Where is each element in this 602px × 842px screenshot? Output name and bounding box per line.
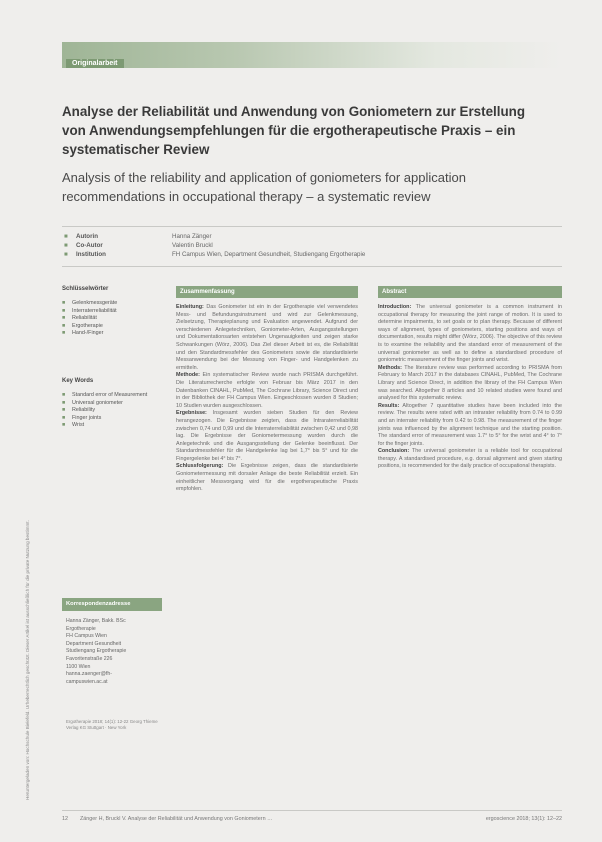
title-english: Analysis of the reliability and application of goniometers for application recommendations in occupational therapy – a systematic review xyxy=(62,170,466,204)
zusammenfassung-body xyxy=(176,304,358,754)
correspondence-address: Hanna Zänger, Bakk. BSc Ergotherapie FH Campus Wien Department Gesundheit Studiengang Ergotherapie Favoritenstraße 226 1100 Wien hanna.zaenger@fh- campuswien.ac.at xyxy=(66,618,127,685)
paragraph: Results: Altogether 7 quantitative studies have been included into the review. The results were rated with an intrarater reliability from 0.74 to 0.99 and an interrater reliability from 0.42 to 0.98. The measurement of the finger joints was influenced by the alignment technique and the starting position. The standard error of measurement was 1.7° to 5° for the wrist and 4° to 7° for the finger joints. xyxy=(378,402,562,447)
running-citation: Zänger H, Bruckl V. Analyse der Reliabilität und Anwendung von Goniometern … xyxy=(80,816,273,822)
correspondence-header: Korrespondenzadresse xyxy=(62,598,162,611)
keyword-item: ■ Ergotherapie xyxy=(62,322,103,329)
abstract-header: Abstract xyxy=(378,286,562,298)
publication-note: Ergotherapie 2018; 14(1): 12-22 Georg Thieme Verlag KG Stuttgart · New York xyxy=(66,719,158,730)
bullet-icon: ■ xyxy=(62,300,66,306)
bullet-icon: ■ xyxy=(64,242,68,249)
keyword-item: ■ Reliability xyxy=(62,407,96,414)
bullet-icon: ■ xyxy=(62,315,66,322)
title-german: Analyse der Reliabilität und Anwendung von Goniometern zur Erstellung von Anwendungsempfehlungen für die ergotherapeutische Praxis – ein systematischer Review xyxy=(62,104,526,157)
bullet-icon: ■ xyxy=(64,233,68,240)
author-key: Co-Autor xyxy=(76,242,103,249)
keyword-item: ■ Standard error of Measurement xyxy=(62,391,148,398)
keywords-de-title: Schlüsselwörter xyxy=(62,286,109,292)
author-value: Hanna Zänger xyxy=(172,233,212,240)
paragraph: Conclusion: The universal goniometer is a reliable tool for occupational therapy. A standardised procedure, e.g. dorsal alignment and given starting positions, is recommended for the daily practice of occupational therapists. xyxy=(378,448,562,470)
author-block xyxy=(64,233,365,260)
keyword-item: ■ Wrist xyxy=(62,422,85,429)
header-band xyxy=(62,42,562,68)
author-value: Valentin Bruckl xyxy=(172,242,213,249)
paragraph: Introduction: The universal goniometer is a common instrument in occupational therapy for measuring the joint range of motion. It is used to determine impairments, to set goals or to plan therapy. Because of different ways of alignment, types of goniometers, starting positions and ways of documentation, results might differ (Wörz, 2006). The objective of this review is to examine the reliability and the standard error of measurement of the universal goniometer as well as to define a standardised procedure of goniometric measurement of the finger joints and wrist. xyxy=(378,304,562,364)
bullet-icon: ■ xyxy=(62,414,66,421)
keyword-item: ■ Hand-/Finger xyxy=(62,330,104,337)
bullet-icon: ■ xyxy=(62,322,66,329)
author-row xyxy=(64,251,365,260)
keywords-en-title: Key Words xyxy=(62,377,94,384)
journal-reference: ergoscience 2018; 13(1): 12–22 xyxy=(485,816,562,822)
abstract-body xyxy=(378,304,562,754)
zusammenfassung-header: Zusammenfassung xyxy=(176,286,358,298)
bullet-icon: ■ xyxy=(62,399,66,406)
divider xyxy=(62,266,562,267)
keyword-item: ■ Finger joints xyxy=(62,414,102,421)
keywords-column xyxy=(62,286,162,430)
bullet-icon: ■ xyxy=(62,407,66,414)
keyword-item: ■ Reliabilität xyxy=(62,315,97,322)
keyword-item: ■ Universal goniometer xyxy=(62,399,123,406)
keyword-item: ■ Interraterreliabilität xyxy=(62,307,117,314)
footer-divider xyxy=(62,810,562,811)
author-key: Autorin xyxy=(76,233,98,240)
author-row xyxy=(64,242,365,251)
author-key: Institution xyxy=(76,251,106,258)
page-number: 12 xyxy=(62,816,68,822)
bullet-icon: ■ xyxy=(62,330,66,337)
paragraph: Methode: Ein systematischer Review wurde nach PRISMA durchgeführt. Die Literaturrecherche erfolgte von Februar bis März 2017 in den Datenbanken CINAHL, PubMed, The Cochrane Library, Science Direct und in der Bibliothek der FH Campus Wien. Eingeschlossen wurden 8 Studien; 10 Studien wurden ausgeschlossen. xyxy=(176,372,358,409)
paragraph: Einleitung: Das Goniometer ist ein in der Ergotherapie viel verwendetes Mess- und Befundungsinstrument und wird zur Gelenkmessung, Zielsetzung, Therapieplanung und Evaluation angewendet. Aufgrund der verschiedenen Anlegetechniken, Goniometer-Arten, Ausgangsstellungen und Dokumentationsarten entstehen Ungenauigkeiten und zeigen starke Schwankungen (Wörz, 2006). Das Ziel dieser Arbeit ist es, die Reliabilität und den Standardmessfehler des Goniometers sowie die standardisierte Messanwendung bei der Messung von Finger- und Handgelenken zu ermitteln. xyxy=(176,304,358,371)
divider xyxy=(62,226,562,227)
keyword-item: ■ Gelenkmessgeräte xyxy=(62,300,118,306)
section-tag: Originalarbeit xyxy=(66,59,124,68)
bullet-icon: ■ xyxy=(62,422,66,429)
paragraph: Ergebnisse: Insgesamt wurden sieben Studien für den Review herangezogen. Die Ergebnisse zeigten, dass die Intraraterreliabilität zwischen 0,74 und 0,99 und die Interraterreliabilität zwischen 0,42 und 0,98 lag. Die Ergebnisse der Goniometermessung wurden durch die Anlegetechnik und die Ausgangsstellung der Gelenke beeinflusst. Der Standardmessfehler für die Handgelenke lag bei 1,7° bis 5° und für die Fingergelenke bei 4° bis 7°. xyxy=(176,410,358,462)
bullet-icon: ■ xyxy=(64,251,68,258)
paragraph: Methods: The literature review was performed according to PRISMA from February to March 2017 in the databases CINAHL, PubMed, The Cochrane Library and Science Direct, in addition the library of the FH Campus Wien was searched. Altogether 8 articles and 10 related studies were found and analysed for this systematic review. xyxy=(378,364,562,402)
author-row xyxy=(64,233,365,242)
paragraph: Schlussfolgerung: Die Ergebnisse zeigen, dass die standardisierte Goniometermessung mit dorsaler Anlage die beste Reliabilität erzielt. Ein einheitlicher Messvorgang wird für die ergotherapeutische Praxis empfohlen. xyxy=(176,463,358,493)
author-value: FH Campus Wien, Department Gesundheit, Studiengang Ergotherapie xyxy=(172,251,366,258)
sidebar-copyright-note: Heruntergeladen von: Hochschule Bielefeld. Urheberrechtlich geschützt. Dieser Artikel ist ausschließlich für die private Nutzung bestimmt. xyxy=(25,520,30,800)
bullet-icon: ■ xyxy=(62,307,66,314)
bullet-icon: ■ xyxy=(62,391,66,398)
